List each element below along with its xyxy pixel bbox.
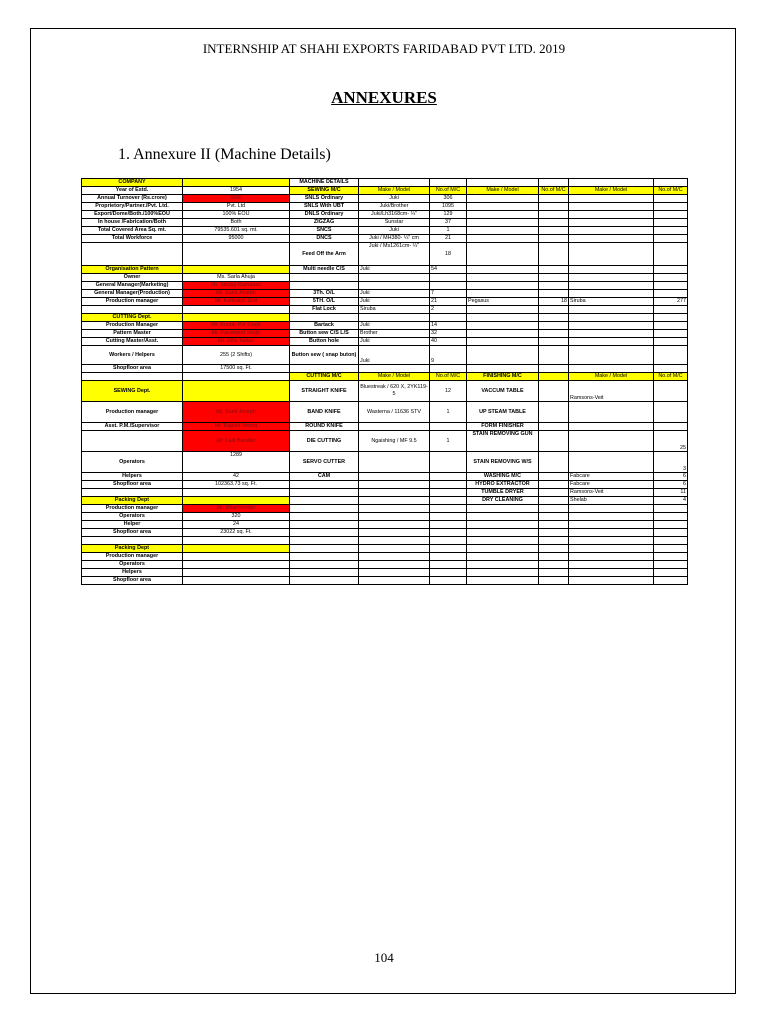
page-header: INTERNSHIP AT SHAHI EXPORTS FARIDABAD PVT LTD. 2019 (202, 41, 566, 56)
table-row: Shopfloor area 17500 sq. Ft. (82, 365, 688, 373)
table-row: Asst. P.M./Supervisor Mr. Rajesh Verma ROUND KNIFE FORM FINISHER (82, 423, 688, 431)
machine-details-table (81, 178, 688, 585)
company-header: COMPANY (82, 179, 183, 187)
annexures-title: ANNEXURES (331, 88, 437, 107)
section-title: 1. Annexure II (Machine Details) (118, 146, 331, 163)
table-row: Pattern Master Mr. Paramjeet Singh Button sew C/S L/S Brother 32 (82, 330, 688, 338)
table-row: General Manager(Production) Mr. Sunil Joseph 3Th. O/L Juki 7 (82, 290, 688, 298)
page-number: 104 (374, 950, 394, 965)
table-row: Operators 1289 SERVO CUTTER STAIN REMOVING W/S 3 (82, 452, 688, 473)
table-row: Shopfloor area (82, 577, 688, 585)
sewing-mc-header: SEWING M/C (290, 187, 359, 195)
table-row: Helper 24 (82, 521, 688, 529)
machine-details-header: MACHINE DETAILS (290, 179, 359, 187)
table-row: Feed Off the Arm Juki / Ms1261cm- ¼" 18 (82, 243, 688, 266)
table-row (82, 537, 688, 545)
table-row: Owner Ms. Sarla Ahuja (82, 274, 688, 282)
table-row (82, 545, 688, 553)
org-pattern-header: Organisation Pattern (82, 266, 183, 274)
table-row (82, 179, 688, 187)
sewing-dept-header: SEWING Dept. (82, 381, 183, 402)
table-row: SEWING Dept. STRAIGHT KNIFE Bluestreak / 620 X, 2YK119-5 12 VACCUM TABLE Ramsons-Veit (82, 381, 688, 402)
table-row: Year of Estd. 1954 SEWING M/C Make / Model No.of M/C Make / Model No.of M/C Make / Model No.of M/C (82, 187, 688, 195)
table-row: Total Covered Area Sq. mt. 79535.601 sq. mt. SNCS Juki 1 (82, 227, 688, 235)
table-row: Production manager Mr. Sunil Joseph BAND KNIFE Wasterna / 11636 STV 1 UP STEAM TABLE (82, 402, 688, 423)
table-row: General Manager(Marketing) Mr. Sanjay Ramdaas (82, 282, 688, 290)
table-row: TUMBLE DRYER Ramsons-Veit 11 (82, 489, 688, 497)
table-row: Operators 320 (82, 513, 688, 521)
table-row: Helpers (82, 569, 688, 577)
table-row: Proprietory/Partner./Pvt. Ltd. Pvt. Ltd SNLS With UBT Juki/Brother 1095 (82, 203, 688, 211)
table-row: Organisation Pattern Multi needle C/S Juki 54 (82, 266, 688, 274)
table-row: Total Workforce 95000 DNCS Juki / MH380- ¼" cm 21 (82, 235, 688, 243)
table-row: Workers / Helpers 255 (2 Shifts) Button sew ( snap buton) Juki 9 (82, 346, 688, 365)
packing-dept-header-2: Packing Dept (82, 545, 183, 553)
finishing-mc-header: FINISHING M/C (467, 373, 539, 381)
table-row: Shopfloor area 23022 sq. Ft. (82, 529, 688, 537)
table-row: Packing Dept DRY CLEANING Shelab 4 (82, 497, 688, 505)
cutting-dept-header: CUTTING Dept. (82, 314, 183, 322)
table-row: Flat Lock Siruba 2 (82, 306, 688, 314)
table-row: Export/Dome/Both./100%EOU 100% EOU DNLS Ordinary Juki/Lh3168cm- ¼" 129 (82, 211, 688, 219)
table-row: In house /Fabrication/Both Both ZIGZAG Sunstar 37 (82, 219, 688, 227)
table-row (82, 314, 688, 322)
table-row: CUTTING M/C Make / Model No.of M/C FINISHING M/C Make / Model No.of M/C (82, 373, 688, 381)
cutting-mc-header: CUTTING M/C (290, 373, 359, 381)
table-row: Production manager Mr. Kanhaiyo Dutt 5TH. O/L Juki 21 Pegasus 18 Siruba 277 (82, 298, 688, 306)
table-row: Production manager Mr. Dharmender (82, 505, 688, 513)
table-row: Cutting Master/Asst. Mr. Dilip Yadav Button hole Juki 40 (82, 338, 688, 346)
table-row: Mr. Lalit Bandari DIE CUTTING Ngaishing / MF 9.5 1 STAIN REMOVING GUN 25 (82, 431, 688, 452)
table-row: Operators (82, 561, 688, 569)
packing-dept-header: Packing Dept (82, 497, 183, 505)
table-row: Production Manager Mr. Kumar Pal Singh Bartack Juki 14 (82, 322, 688, 330)
table-row: Production manager (82, 553, 688, 561)
table-row: Shopfloor area 102363.73 sq. Ft. HYDRO EXTRACTOR Fabcare 6 (82, 481, 688, 489)
table-row: Helpers 42 CAM WASHING M/C Fabcare 6 (82, 473, 688, 481)
table-row: Annual Turnover (Rs.crore) 3000 SNLS Ordinary Juki 306 (82, 195, 688, 203)
